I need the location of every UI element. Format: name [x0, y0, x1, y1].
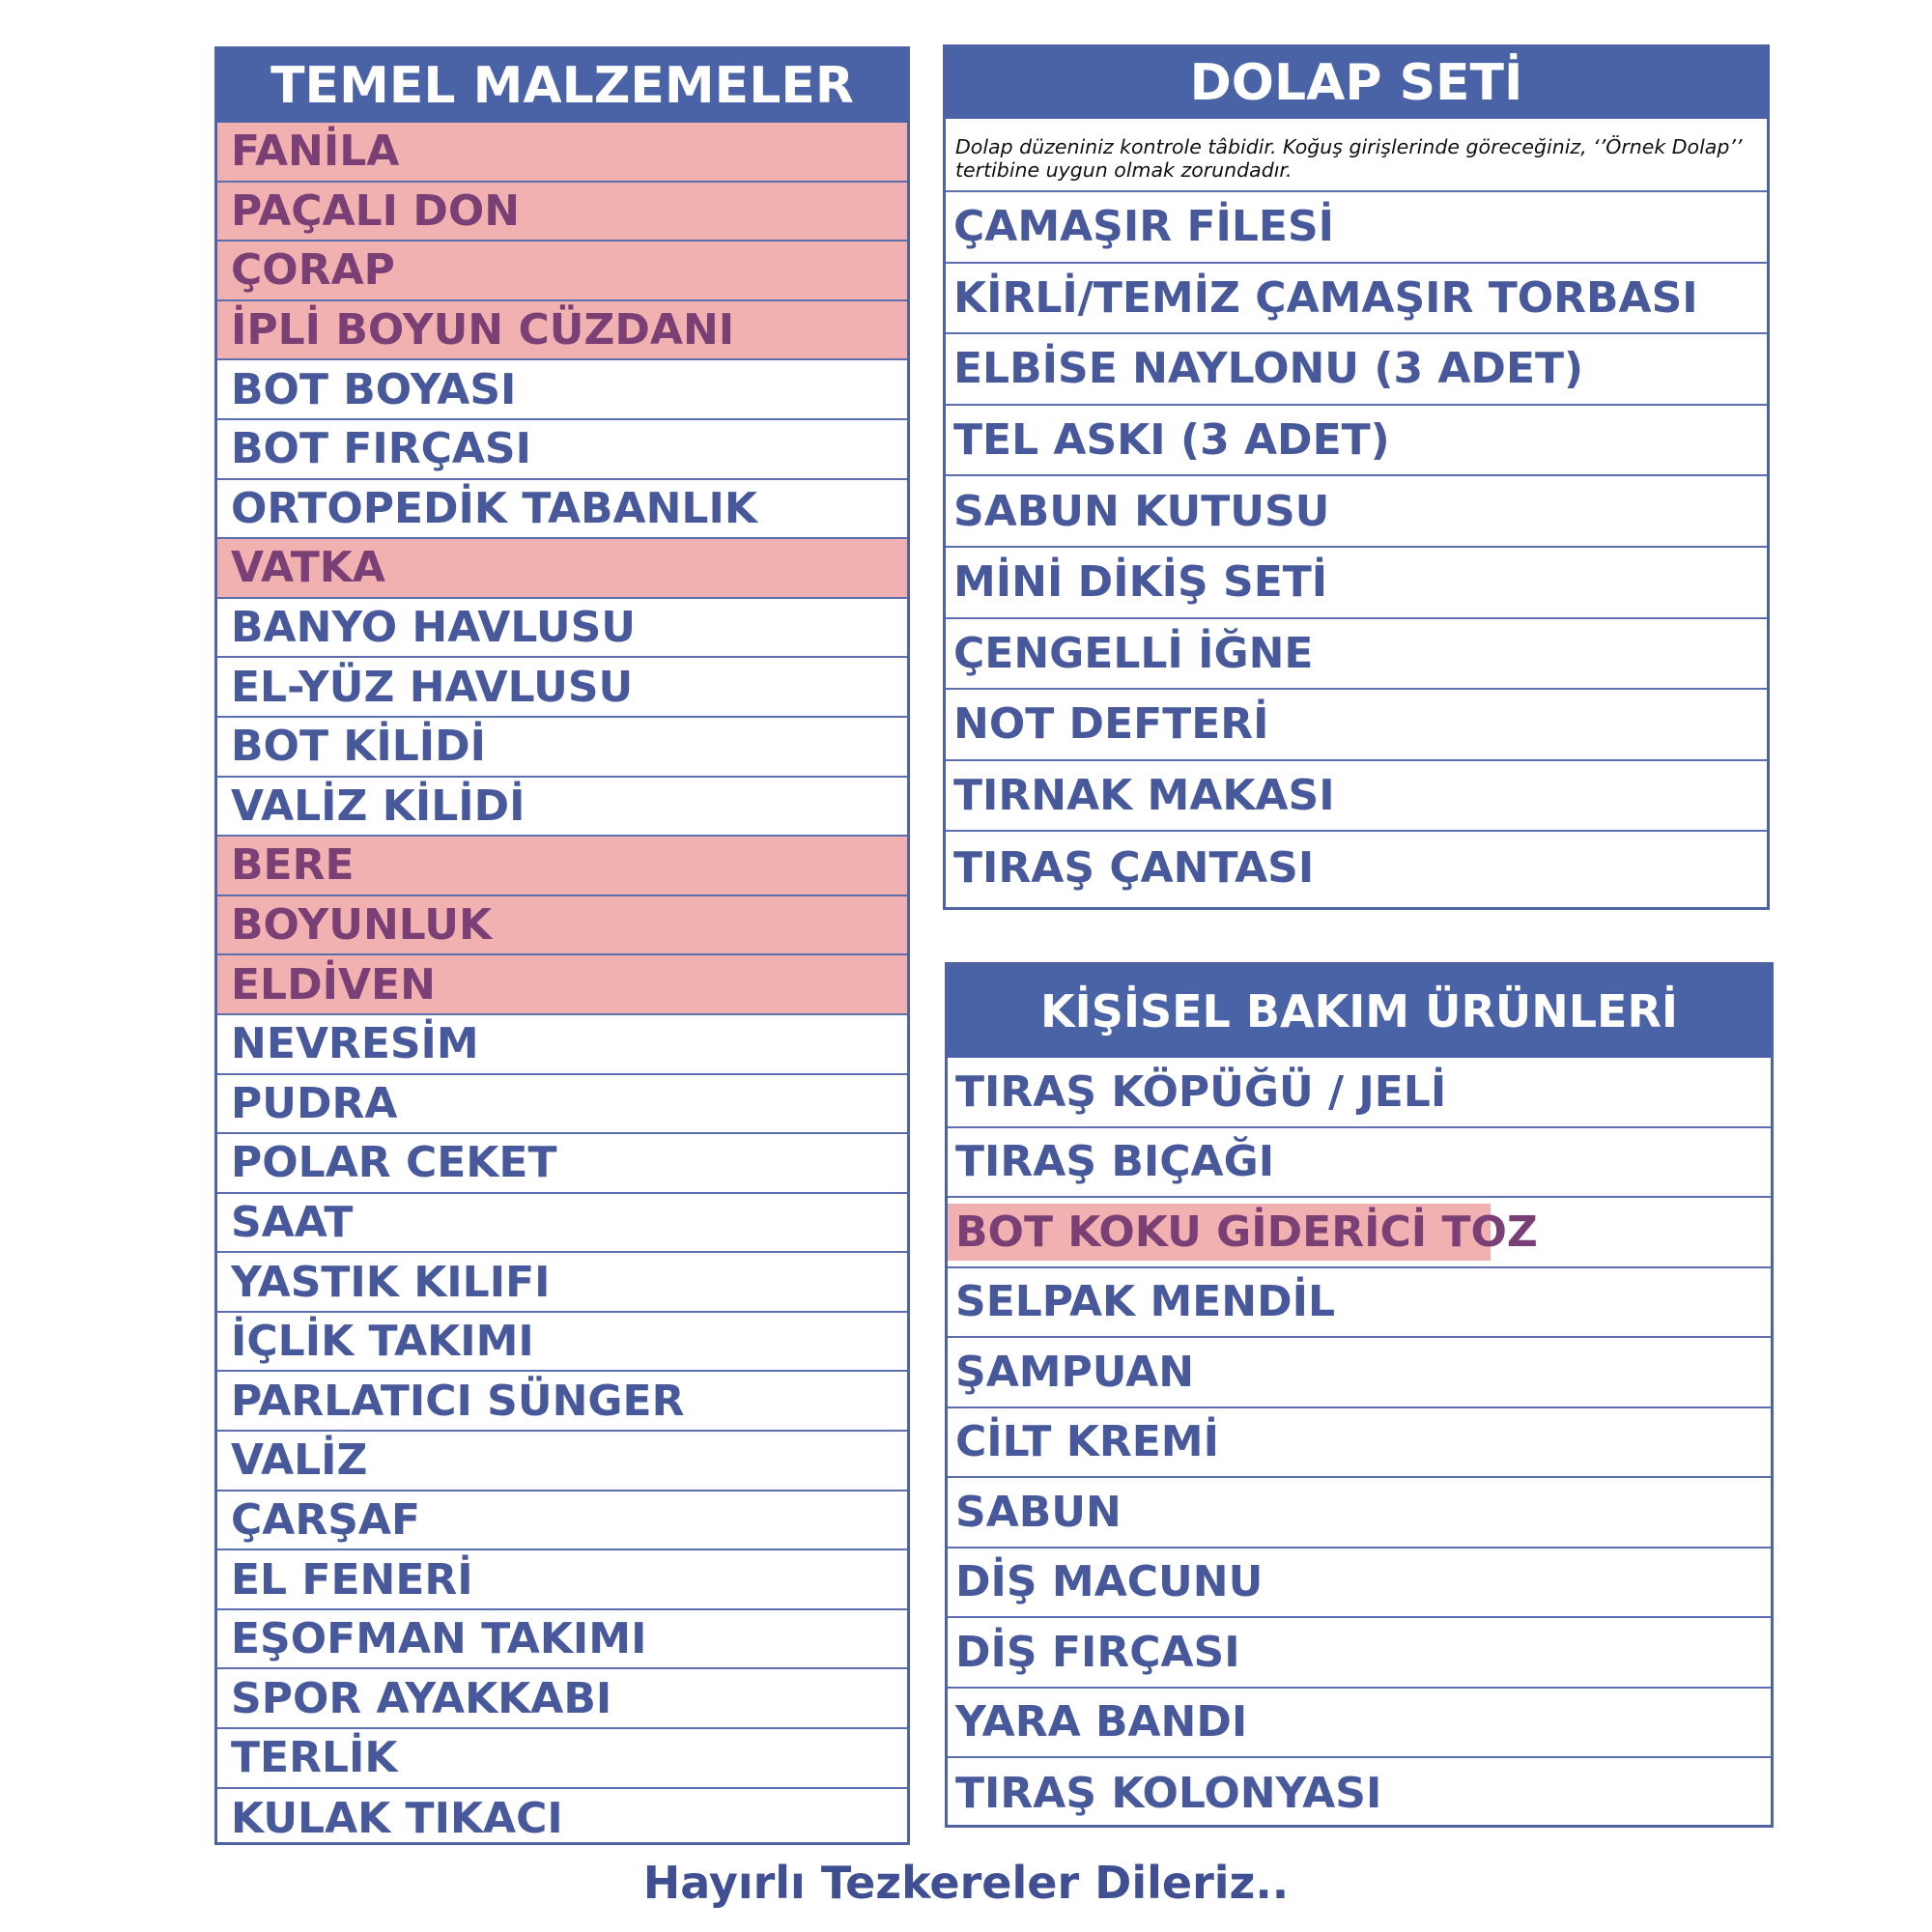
- list-item-label: ŞAMPUAN: [955, 1347, 1195, 1397]
- list-item-label: CİLT KREMİ: [955, 1417, 1219, 1467]
- list-item-label: NEVRESİM: [231, 1019, 479, 1069]
- list-item: [217, 955, 907, 1015]
- list-item-label: TIRAŞ ÇANTASI: [953, 842, 1315, 893]
- list-item-label: BOYUNLUK: [231, 900, 493, 951]
- list-item: [217, 1253, 907, 1313]
- list-item-label: EL-YÜZ HAVLUSU: [231, 662, 634, 712]
- list-item-label: VATKA: [231, 543, 385, 593]
- list-item-label: YARA BANDI: [955, 1697, 1248, 1747]
- list-item: [946, 264, 1767, 335]
- list-item-label: TIRNAK MAKASI: [953, 771, 1335, 821]
- list-item: [217, 1789, 907, 1849]
- list-item: [946, 761, 1767, 833]
- list-item-label: PUDRA: [231, 1078, 398, 1128]
- list-item-label: BOT FIRÇASI: [231, 424, 531, 474]
- list-item: [217, 1075, 907, 1135]
- list-item-label: DİŞ MACUNU: [955, 1557, 1264, 1607]
- dolap-seti-list: [946, 192, 1767, 903]
- list-item: [217, 183, 907, 242]
- list-item: [217, 1194, 907, 1254]
- list-item: [217, 539, 907, 599]
- list-item-label: ORTOPEDİK TABANLIK: [231, 483, 757, 533]
- list-item-label: İÇLİK TAKIMI: [231, 1317, 534, 1367]
- list-item: [946, 192, 1767, 264]
- list-item: [217, 242, 907, 301]
- list-item-label: PAÇALI DON: [231, 185, 521, 236]
- temel-malzemeler-title: TEMEL MALZEMELER: [217, 49, 907, 123]
- list-item-label: ÇAMAŞIR FİLESİ: [953, 202, 1335, 252]
- list-item-label: FANİLA: [231, 127, 400, 177]
- list-item-label: TERLİK: [231, 1733, 398, 1783]
- list-item-label: VALİZ: [231, 1435, 368, 1486]
- list-item-label: PARLATICI SÜNGER: [231, 1376, 685, 1426]
- list-item-label: BANYO HAVLUSU: [231, 603, 636, 653]
- list-item: [217, 1669, 907, 1729]
- list-item: [217, 896, 907, 956]
- list-item: [217, 1432, 907, 1492]
- list-item: [948, 1338, 1771, 1408]
- list-item-label: BOT KİLİDİ: [231, 722, 487, 772]
- list-item-label: TIRAŞ BIÇAĞI: [955, 1137, 1275, 1187]
- list-item-label: DİŞ FIRÇASI: [955, 1627, 1240, 1677]
- list-item: [948, 1478, 1771, 1548]
- list-item-label: ELDİVEN: [231, 959, 436, 1009]
- list-item: [217, 301, 907, 361]
- list-item-label: SPOR AYAKKABI: [231, 1673, 612, 1723]
- list-item-label: TIRAŞ KÖPÜĞÜ / JELİ: [955, 1066, 1447, 1117]
- list-item: [948, 1268, 1771, 1339]
- list-item-label: NOT DEFTERİ: [953, 699, 1269, 750]
- list-item: [217, 1729, 907, 1789]
- list-item-label: SABUN KUTUSU: [953, 486, 1330, 536]
- list-item: [948, 1408, 1771, 1479]
- list-item-label: ÇARŞAF: [231, 1494, 421, 1545]
- list-item-label: ÇORAP: [231, 245, 395, 296]
- list-item: [948, 1618, 1771, 1689]
- list-item-label: BOT BOYASI: [231, 364, 517, 414]
- list-item-label: SAAT: [231, 1197, 354, 1247]
- list-item: [948, 1058, 1771, 1128]
- list-item: [217, 837, 907, 896]
- list-item: [948, 1758, 1771, 1829]
- kisisel-bakim-panel: [945, 962, 1774, 1828]
- list-item: [946, 334, 1767, 406]
- list-item: [217, 658, 907, 718]
- list-item: [217, 1015, 907, 1075]
- list-item: [946, 548, 1767, 619]
- list-item-label: VALİZ KİLİDİ: [231, 781, 526, 831]
- list-item: [948, 1548, 1771, 1619]
- temel-malzemeler-panel: [214, 46, 910, 1845]
- dolap-seti-title: DOLAP SETİ: [946, 47, 1767, 119]
- list-item-label: TIRAŞ KOLONYASI: [955, 1768, 1382, 1818]
- footer-message: Hayırlı Tezkereler Dileriz..: [642, 1857, 1290, 1909]
- list-item: [217, 778, 907, 838]
- list-item-label: EL FENERİ: [231, 1554, 473, 1605]
- list-item-label: EŞOFMAN TAKIMI: [231, 1614, 647, 1664]
- list-item-label: İPLİ BOYUN CÜZDANI: [231, 305, 735, 355]
- list-item: [217, 1134, 907, 1194]
- list-item: [946, 690, 1767, 761]
- list-item: [217, 420, 907, 480]
- kisisel-bakim-title: KİŞİSEL BAKIM ÜRÜNLERİ: [948, 965, 1771, 1058]
- list-item-label: KİRLİ/TEMİZ ÇAMAŞIR TORBASI: [953, 272, 1698, 323]
- list-item: [217, 599, 907, 659]
- list-item-label: SABUN: [955, 1487, 1122, 1537]
- list-item: [948, 1689, 1771, 1759]
- list-item-label: YASTIK KILIFI: [231, 1257, 551, 1307]
- list-item: [948, 1198, 1771, 1268]
- kisisel-bakim-list: [948, 1058, 1771, 1829]
- list-item: [217, 1372, 907, 1432]
- list-item: [217, 1550, 907, 1610]
- list-item: [217, 1492, 907, 1551]
- list-item-label: BOT KOKU GİDERİCİ TOZ: [955, 1207, 1538, 1257]
- dolap-seti-panel: [943, 44, 1770, 910]
- list-item-label: BERE: [231, 840, 355, 891]
- list-item-label: POLAR CEKET: [231, 1138, 557, 1188]
- list-item: [946, 619, 1767, 691]
- list-item: [217, 1610, 907, 1670]
- temel-malzemeler-list: [217, 123, 907, 1848]
- list-item-label: TEL ASKI (3 ADET): [953, 415, 1390, 466]
- list-item: [948, 1128, 1771, 1199]
- list-item: [217, 123, 907, 183]
- list-item: [217, 480, 907, 540]
- list-item: [946, 406, 1767, 477]
- list-item: [217, 718, 907, 778]
- dolap-seti-note: Dolap düzeniniz kontrole tâbidir. Koğuş girişlerinde göreceğiniz, ‘’Örnek Dolap’’ tertibine uygun olmak zorundadır.: [946, 119, 1767, 192]
- list-item: [946, 832, 1767, 903]
- list-item-label: MİNİ DİKİŞ SETİ: [953, 557, 1328, 608]
- list-item-label: SELPAK MENDİL: [955, 1277, 1336, 1327]
- list-item: [217, 1313, 907, 1373]
- list-item: [946, 476, 1767, 548]
- list-item-label: KULAK TIKACI: [231, 1793, 563, 1843]
- list-item: [217, 360, 907, 420]
- list-item-label: ÇENGELLİ İĞNE: [953, 628, 1314, 678]
- list-item-label: ELBİSE NAYLONU (3 ADET): [953, 344, 1584, 394]
